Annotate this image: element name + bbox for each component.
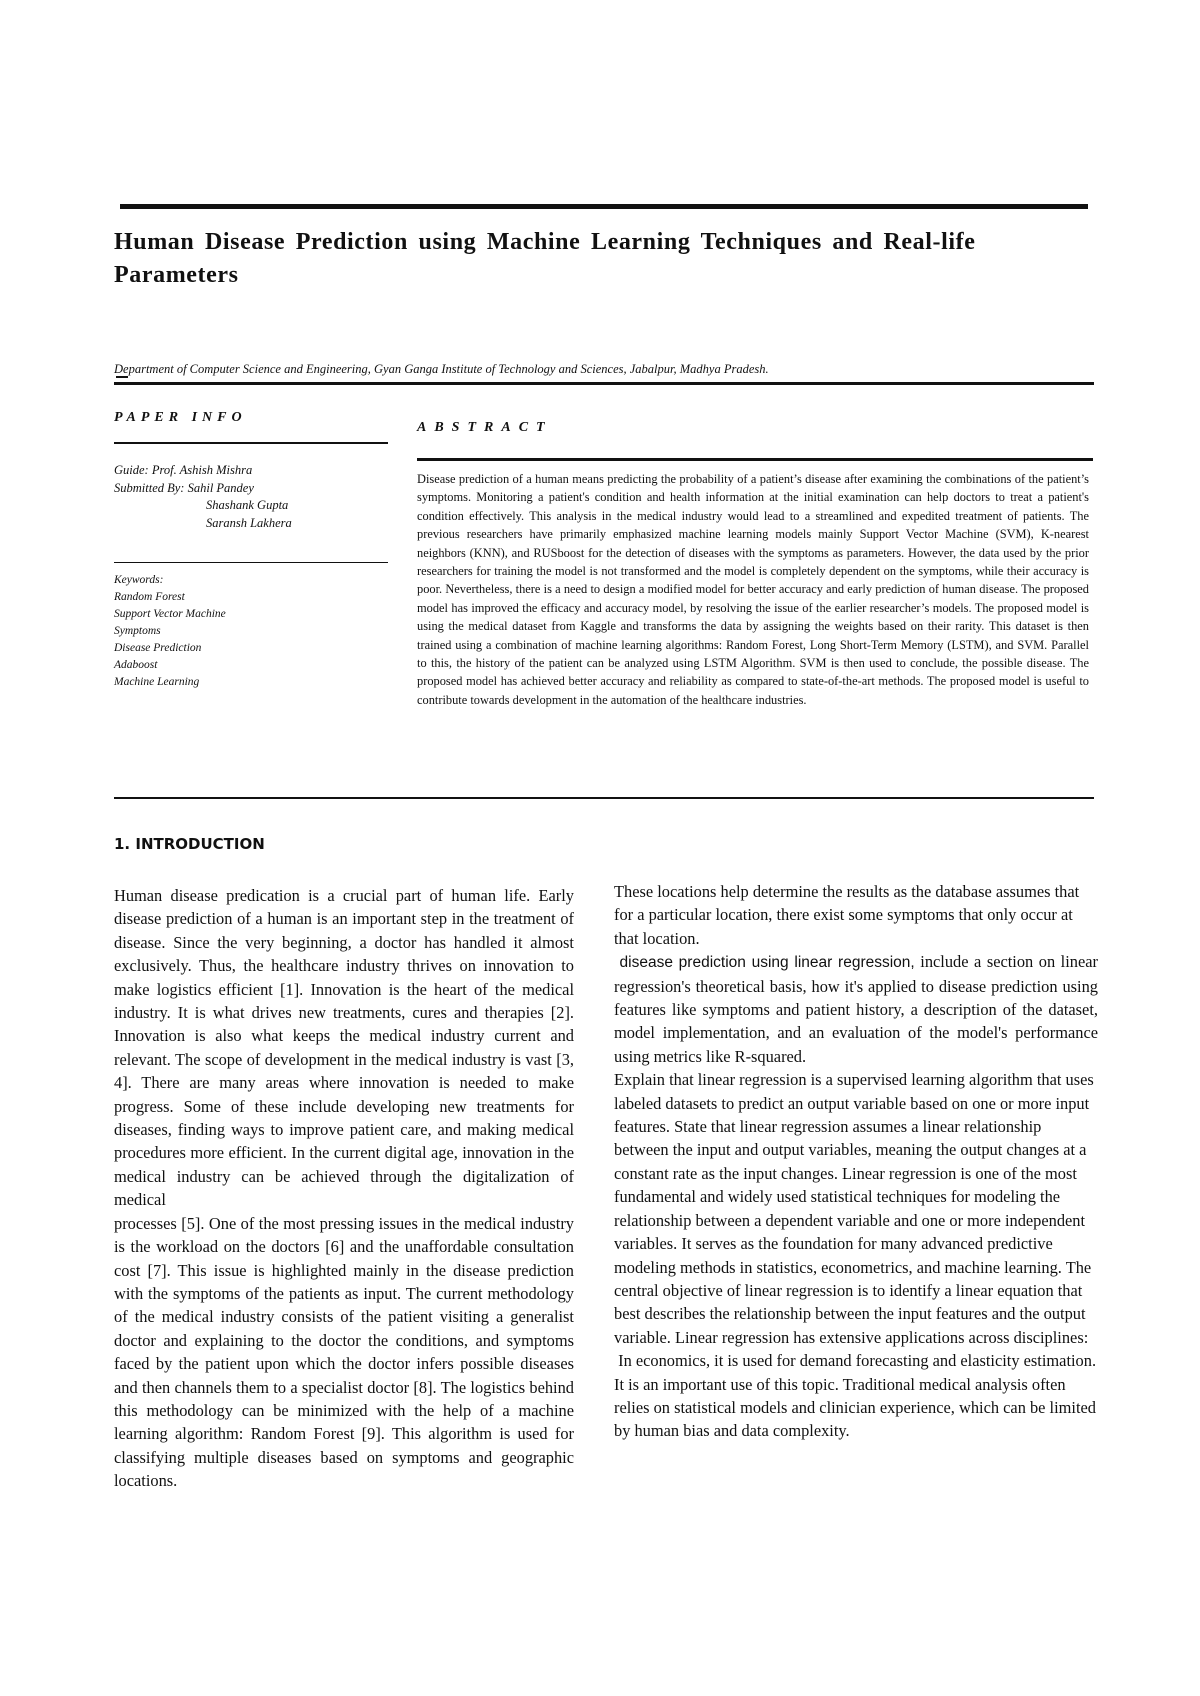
- keywords-rule: [114, 562, 388, 563]
- abstract-rule: [417, 458, 1093, 461]
- keyword-item: Support Vector Machine: [114, 608, 226, 620]
- right-paragraph-2-rest: include a section on linear regression's theoretical basis, how it's applied to disease prediction using features like symptoms and patient history, a description of the dataset, model implementation, and an evaluation of the model's performance using metrics like R-squared.: [614, 952, 1098, 1066]
- affiliation: Department of Computer Science and Engineering, Gyan Ganga Institute of Technology and Sciences, Jabalpur, Madhya Pradesh.: [114, 362, 769, 376]
- abstract-bottom-rule: [114, 797, 1094, 799]
- paper-title: Human Disease Prediction using Machine Learning Techniques and Real-life Parameters: [114, 229, 976, 288]
- right-column: [614, 880, 1098, 1443]
- credits: [114, 462, 394, 532]
- abstract-heading: ABSTRACT: [417, 420, 553, 435]
- guide: Guide: Prof. Ashish Mishra: [114, 463, 253, 477]
- keywords-label: Keywords:: [114, 574, 164, 586]
- affiliation-mark: [116, 376, 128, 378]
- keyword-item: Random Forest: [114, 591, 185, 603]
- keyword-item: Symptoms: [114, 625, 161, 637]
- keywords: [114, 572, 394, 691]
- left-column: [114, 884, 574, 1493]
- linear-regression-phrase: disease prediction using linear regression,: [619, 954, 915, 972]
- intro-paragraph-1: Human disease predication is a crucial part of human life. Early disease prediction of a human is an important step in the treatment of disease. Since the very beginning, a doctor has handled it almost exclusively. Thus, the healthcare industry thrives on innovation to make logistics efficient [1]. Innovation is the heart of the medical industry. It is what drives new treatments, cures and therapies [2]. Innovation is also what keeps the medical industry current and relevant. The scope of development in the medical industry is vast [3, 4]. There are many areas where innovation is needed to make progress. Some of these include developing new treatments for diseases, finding ways to improve patient care, and making medical procedures more efficient. In the current digital age, innovation in the medical industry can be achieved through the digitalization of medical: [114, 886, 574, 1210]
- abstract-text: Disease prediction of a human means predicting the probability of a patient’s disease after examining the combinations of the patient’s symptoms. Monitoring a patient's condition and health information at the initial examination can help doctors to treat a patient's condition effectively. This analysis in the medical industry would lead to a streamlined and expedited treatment of patients. The previous researchers have primarily emphasized machine learning models mainly Support Vector Machine (SVM), K-nearest neighbors (KNN), and RUSboost for the detection of diseases with the symptoms as parameters. However, the data used by the prior researchers for training the model is not transformed and the model is completely dependent on the symptoms, while their accuracy is poor. Nevertheless, there is a need to design a modified model for better accuracy and early prediction of human disease. The proposed model has improved the efficacy and accuracy model, by resolving the issue of the earlier researcher’s models. The proposed model is using the medical dataset from Kaggle and transforms the data by assigning the weights based on their rarity. This dataset is then trained using a combination of machine learning algorithms: Random Forest, Long Short-Term Memory (LSTM), and SVM. Parallel to this, the history of the patient can be analyzed using LSTM Algorithm. SVM is then used to conclude, the possible disease. The proposed model has achieved better accuracy and reliability as compared to state-of-the-art methods. The proposed model is useful to contribute towards development in the automation of the healthcare industries.: [417, 472, 1089, 707]
- affiliation-rule: [114, 382, 1094, 385]
- right-paragraph-2: [614, 950, 1098, 1068]
- keyword-item: Machine Learning: [114, 676, 200, 688]
- keyword-item: Disease Prediction: [114, 642, 202, 654]
- intro-paragraph-2: processes [5]. One of the most pressing issues in the medical industry is the workload on the doctors [6] and the unaffordable consultation cost [7]. This issue is highlighted mainly in the disease prediction with the symptoms of the patients as input. The current methodology of the medical industry consists of the patient visiting a generalist doctor and explaining to the doctor the conditions, and symptoms faced by the patient upon which the doctor infers possible diseases and then channels them to a specialist doctor [8]. The logistics behind this methodology can be minimized with the help of a machine learning algorithm: Random Forest [9]. This algorithm is used for classifying multiple diseases based on symptoms and geographic locations.: [114, 1213, 574, 1491]
- author-3: Saransh Lakhera: [206, 515, 292, 530]
- introduction-heading: 1. INTRODUCTION: [114, 835, 265, 853]
- paper-info-rule: [114, 442, 388, 444]
- paper-info-heading: PAPER INFO: [114, 410, 247, 425]
- top-rule: [120, 204, 1088, 209]
- right-paragraph-4-text: In economics, it is used for demand forecasting and elasticity estimation. It is an important use of this topic. Traditional medical analysis often relies on statistical models and clinician experience, which can be limited by human bias and data complexity.: [614, 1351, 1097, 1441]
- right-paragraph-4: [614, 1349, 1098, 1443]
- keyword-item: Adaboost: [114, 659, 158, 671]
- author-2: Shashank Gupta: [206, 498, 289, 512]
- submitted-by: Submitted By: Sahil Pandey: [114, 480, 254, 495]
- right-paragraph-3: Explain that linear regression is a supervised learning algorithm that uses labeled datasets to predict an output variable based on one or more input features. State that linear regression assumes a linear relationship between the input and output variables, meaning the output changes at a constant rate as the input changes. Linear regression is one of the most fundamental and widely used statistical techniques for modeling the relationship between a dependent variable and one or more independent variables. It serves as the foundation for many advanced predictive modeling methods in statistics, econometrics, and machine learning. The central objective of linear regression is to identify a linear equation that best describes the relationship between the input features and the output variable. Linear regression has extensive applications across disciplines:: [614, 1070, 1094, 1347]
- right-paragraph-1: These locations help determine the results as the database assumes that for a particular location, there exist some symptoms that only occur at that location.: [614, 882, 1080, 948]
